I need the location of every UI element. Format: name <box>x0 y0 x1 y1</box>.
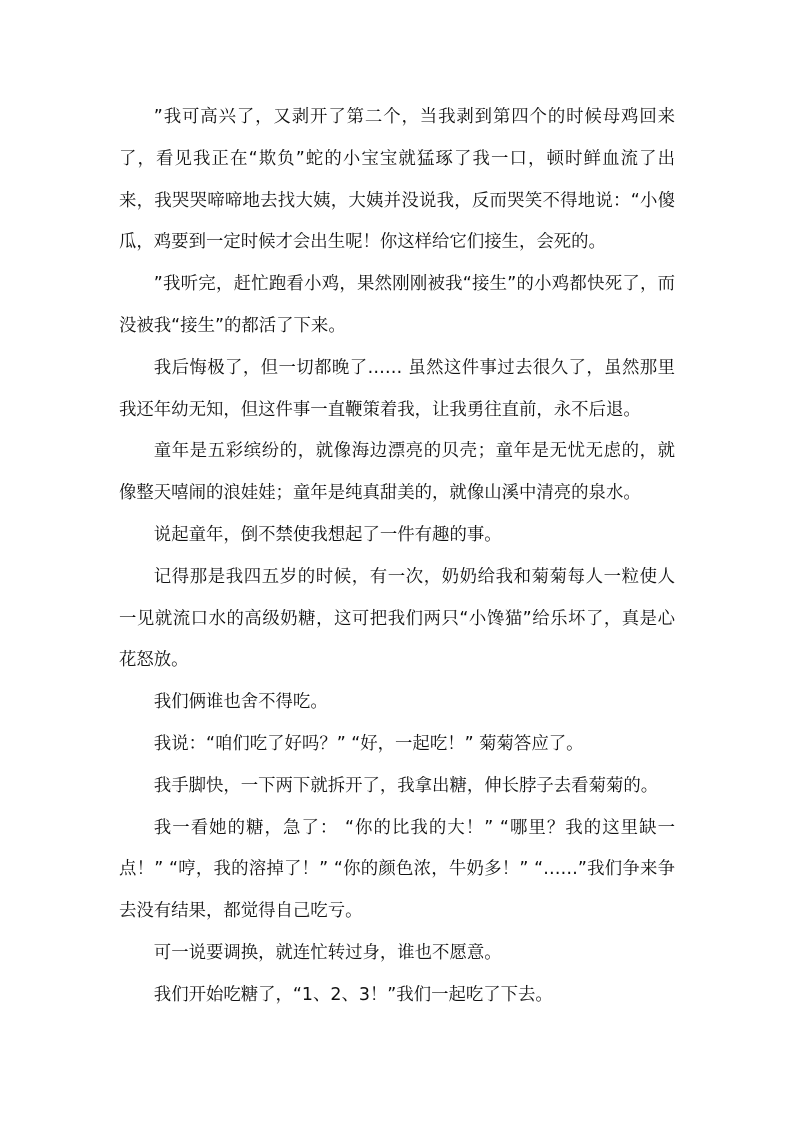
paragraph-5: 说起童年，倒不禁使我想起了一件有趣的事。 <box>153 524 502 545</box>
paragraph-11: 可一说要调换，就连忙转过身，谁也不愿意。 <box>153 942 502 963</box>
paragraph-12: 我们开始吃糖了，“1、2、3！”我们一起吃了下去。 <box>153 984 553 1005</box>
paragraph-4: 童年是五彩缤纷的，就像海边漂亮的贝壳；童年是无忧无虑的，就像整天嘻闹的浪娃娃；童年是纯真甜美的，就像山溪中清亮的泉水。 <box>119 441 675 504</box>
paragraph-1: ”我可高兴了，又剥开了第二个，当我剥到第四个的时候母鸡回来了，看见我正在“欺负”蛇的小宝宝就猛琢了我一口，顿时鲜血流了出来，我哭哭啼啼地去找大姨，大姨并没说我，反而哭笑不得地说：“小傻瓜，鸡要到一定时候才会出生呢！你这样给它们接生，会死的。 <box>119 107 675 253</box>
paragraph-8: 我说：“咱们吃了好吗？” “好，一起吃！” 菊菊答应了。 <box>153 733 584 754</box>
paragraph-9: 我手脚快，一下两下就拆开了，我拿出糖，伸长脖子去看菊菊的。 <box>153 775 659 796</box>
paragraph-2: ”我听完，赶忙跑看小鸡，果然刚刚被我“接生”的小鸡都快死了，而没被我“接生”的都活了下来。 <box>119 274 675 336</box>
body-text <box>119 97 675 1017</box>
paragraph-10: 我一看她的糖，急了： “你的比我的大！” “哪里？我的这里缺一点！” “哼，我的溶掉了！” “你的颜色浓，牛奶多！” “……”我们争来争去没有结果，都觉得自己吃亏。 <box>119 817 675 922</box>
paragraph-6: 记得那是我四五岁的时候，有一次，奶奶给我和菊菊每人一粒使人一见就流口水的高级奶糖，这可把我们两只“小馋猫”给乐坏了，真是心花怒放。 <box>119 566 675 671</box>
paragraph-3: 我后悔极了，但一切都晚了…… 虽然这件事过去很久了，虽然那里我还年幼无知，但这件事一直鞭策着我，让我勇往直前，永不后退。 <box>119 357 675 420</box>
paragraph-7: 我们俩谁也舍不得吃。 <box>153 692 328 713</box>
